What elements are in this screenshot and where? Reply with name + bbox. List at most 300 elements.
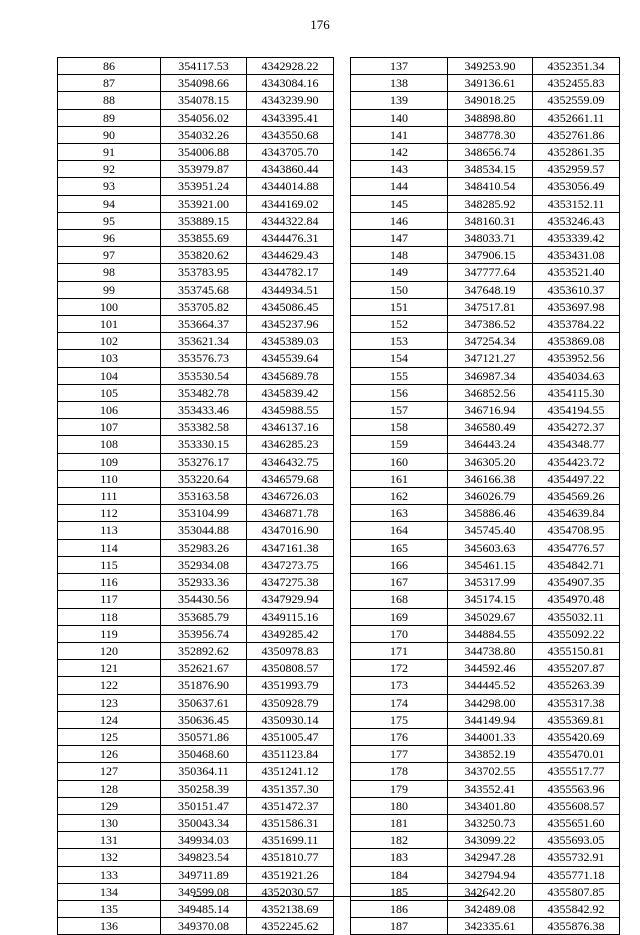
- table-row: [351, 591, 620, 608]
- point-number-cell: 170: [351, 625, 448, 642]
- table-row: [351, 333, 620, 350]
- table-row: [351, 556, 620, 573]
- point-number-cell: 175: [351, 711, 448, 728]
- point-number-cell: 123: [58, 694, 161, 711]
- table-row: [58, 264, 334, 281]
- point-number-cell: 104: [58, 367, 161, 384]
- x-coordinate-cell: 345745.40: [448, 522, 533, 539]
- x-coordinate-cell: 342947.28: [448, 849, 533, 866]
- x-coordinate-cell: 347648.19: [448, 281, 533, 298]
- x-coordinate-cell: 345174.15: [448, 591, 533, 608]
- table-row: [58, 711, 334, 728]
- footer-rule: [193, 896, 485, 897]
- table-row: [58, 402, 334, 419]
- x-coordinate-cell: 343852.19: [448, 746, 533, 763]
- x-coordinate-cell: 353664.37: [161, 316, 247, 333]
- point-number-cell: 103: [58, 350, 161, 367]
- y-coordinate-cell: 4346579.68: [247, 470, 334, 487]
- point-number-cell: 173: [351, 677, 448, 694]
- point-number-cell: 114: [58, 539, 161, 556]
- point-number-cell: 98: [58, 264, 161, 281]
- point-number-cell: 110: [58, 470, 161, 487]
- table-row: [58, 316, 334, 333]
- point-number-cell: 106: [58, 402, 161, 419]
- x-coordinate-cell: 345029.67: [448, 608, 533, 625]
- point-number-cell: 156: [351, 384, 448, 401]
- table-row: [58, 453, 334, 470]
- table-row: [58, 109, 334, 126]
- table-row: [58, 212, 334, 229]
- point-number-cell: 163: [351, 505, 448, 522]
- y-coordinate-cell: 4347161.38: [247, 539, 334, 556]
- table-row: [351, 178, 620, 195]
- x-coordinate-cell: 350636.45: [161, 711, 247, 728]
- y-coordinate-cell: 4354497.22: [533, 470, 620, 487]
- y-coordinate-cell: 4355207.87: [533, 660, 620, 677]
- y-coordinate-cell: 4355732.91: [533, 849, 620, 866]
- y-coordinate-cell: 4346726.03: [247, 488, 334, 505]
- x-coordinate-cell: 347906.15: [448, 247, 533, 264]
- y-coordinate-cell: 4353056.49: [533, 178, 620, 195]
- point-number-cell: 169: [351, 608, 448, 625]
- x-coordinate-cell: 350258.39: [161, 780, 247, 797]
- point-number-cell: 159: [351, 436, 448, 453]
- table-row: [58, 849, 334, 866]
- x-coordinate-cell: 343552.41: [448, 780, 533, 797]
- table-row: [351, 144, 620, 161]
- x-coordinate-cell: 353951.24: [161, 178, 247, 195]
- y-coordinate-cell: 4355263.39: [533, 677, 620, 694]
- x-coordinate-cell: 353956.74: [161, 625, 247, 642]
- y-coordinate-cell: 4346432.75: [247, 453, 334, 470]
- x-coordinate-cell: 354078.15: [161, 92, 247, 109]
- point-number-cell: 115: [58, 556, 161, 573]
- table-row: [58, 419, 334, 436]
- table-row: [58, 470, 334, 487]
- point-number-cell: 153: [351, 333, 448, 350]
- y-coordinate-cell: 4355807.85: [533, 883, 620, 900]
- x-coordinate-cell: 343401.80: [448, 797, 533, 814]
- point-number-cell: 162: [351, 488, 448, 505]
- table-row: [351, 574, 620, 591]
- y-coordinate-cell: 4351810.77: [247, 849, 334, 866]
- x-coordinate-cell: 352621.67: [161, 660, 247, 677]
- point-number-cell: 150: [351, 281, 448, 298]
- x-coordinate-cell: 348410.54: [448, 178, 533, 195]
- point-number-cell: 132: [58, 849, 161, 866]
- y-coordinate-cell: 4344476.31: [247, 230, 334, 247]
- point-number-cell: 184: [351, 866, 448, 883]
- y-coordinate-cell: 4343084.16: [247, 75, 334, 92]
- y-coordinate-cell: 4355470.01: [533, 746, 620, 763]
- point-number-cell: 140: [351, 109, 448, 126]
- table-row: [58, 556, 334, 573]
- x-coordinate-cell: 348778.30: [448, 126, 533, 143]
- table-row: [58, 574, 334, 591]
- point-number-cell: 139: [351, 92, 448, 109]
- table-row: [351, 866, 620, 883]
- x-coordinate-cell: 353783.95: [161, 264, 247, 281]
- point-number-cell: 179: [351, 780, 448, 797]
- point-number-cell: 143: [351, 161, 448, 178]
- table-row: [58, 677, 334, 694]
- x-coordinate-cell: 353104.99: [161, 505, 247, 522]
- x-coordinate-cell: 346026.79: [448, 488, 533, 505]
- x-coordinate-cell: 348160.31: [448, 212, 533, 229]
- y-coordinate-cell: 4345237.96: [247, 316, 334, 333]
- table-row: [351, 642, 620, 659]
- table-row: [58, 92, 334, 109]
- point-number-cell: 99: [58, 281, 161, 298]
- y-coordinate-cell: 4344169.02: [247, 195, 334, 212]
- point-number-cell: 136: [58, 918, 161, 935]
- x-coordinate-cell: 353921.00: [161, 195, 247, 212]
- x-coordinate-cell: 353276.17: [161, 453, 247, 470]
- x-coordinate-cell: 344592.46: [448, 660, 533, 677]
- y-coordinate-cell: 4354034.63: [533, 367, 620, 384]
- table-row: [58, 539, 334, 556]
- y-coordinate-cell: 4355771.18: [533, 866, 620, 883]
- point-number-cell: 124: [58, 711, 161, 728]
- y-coordinate-cell: 4354907.35: [533, 574, 620, 591]
- y-coordinate-cell: 4343550.68: [247, 126, 334, 143]
- table-row: [58, 832, 334, 849]
- point-number-cell: 92: [58, 161, 161, 178]
- table-row: [58, 814, 334, 831]
- point-number-cell: 149: [351, 264, 448, 281]
- point-number-cell: 133: [58, 866, 161, 883]
- table-row: [351, 918, 620, 935]
- y-coordinate-cell: 4351921.26: [247, 866, 334, 883]
- y-coordinate-cell: 4347016.90: [247, 522, 334, 539]
- x-coordinate-cell: 347386.52: [448, 316, 533, 333]
- y-coordinate-cell: 4353339.42: [533, 230, 620, 247]
- table-row: [58, 866, 334, 883]
- x-coordinate-cell: 346852.56: [448, 384, 533, 401]
- table-row: [351, 367, 620, 384]
- table-row: [351, 711, 620, 728]
- y-coordinate-cell: 4343860.44: [247, 161, 334, 178]
- point-number-cell: 186: [351, 900, 448, 917]
- table-row: [351, 109, 620, 126]
- x-coordinate-cell: 353621.34: [161, 333, 247, 350]
- table-row: [58, 350, 334, 367]
- x-coordinate-cell: 352933.36: [161, 574, 247, 591]
- y-coordinate-cell: 4352861.35: [533, 144, 620, 161]
- x-coordinate-cell: 348534.15: [448, 161, 533, 178]
- point-number-cell: 158: [351, 419, 448, 436]
- x-coordinate-cell: 354117.53: [161, 58, 247, 75]
- point-number-cell: 167: [351, 574, 448, 591]
- x-coordinate-cell: 343099.22: [448, 832, 533, 849]
- table-row: [351, 75, 620, 92]
- table-row: [351, 419, 620, 436]
- y-coordinate-cell: 4355651.60: [533, 814, 620, 831]
- table-row: [58, 384, 334, 401]
- x-coordinate-cell: 349599.08: [161, 883, 247, 900]
- point-number-cell: 161: [351, 470, 448, 487]
- table-row: [58, 144, 334, 161]
- y-coordinate-cell: 4353952.56: [533, 350, 620, 367]
- y-coordinate-cell: 4346137.16: [247, 419, 334, 436]
- table-row: [351, 746, 620, 763]
- table-row: [58, 918, 334, 935]
- point-number-cell: 93: [58, 178, 161, 195]
- point-number-cell: 111: [58, 488, 161, 505]
- point-number-cell: 155: [351, 367, 448, 384]
- y-coordinate-cell: 4354348.77: [533, 436, 620, 453]
- y-coordinate-cell: 4353610.37: [533, 281, 620, 298]
- y-coordinate-cell: 4353697.98: [533, 298, 620, 315]
- x-coordinate-cell: 344884.55: [448, 625, 533, 642]
- x-coordinate-cell: 353482.78: [161, 384, 247, 401]
- y-coordinate-cell: 4354194.55: [533, 402, 620, 419]
- y-coordinate-cell: 4347275.38: [247, 574, 334, 591]
- x-coordinate-cell: 353163.58: [161, 488, 247, 505]
- y-coordinate-cell: 4354708.95: [533, 522, 620, 539]
- y-coordinate-cell: 4354639.84: [533, 505, 620, 522]
- point-number-cell: 137: [351, 58, 448, 75]
- point-number-cell: 128: [58, 780, 161, 797]
- x-coordinate-cell: 349253.90: [448, 58, 533, 75]
- table-row: [351, 384, 620, 401]
- table-row: [58, 436, 334, 453]
- point-number-cell: 107: [58, 419, 161, 436]
- table-row: [58, 883, 334, 900]
- table-row: [351, 797, 620, 814]
- y-coordinate-cell: 4355608.57: [533, 797, 620, 814]
- x-coordinate-cell: 342642.20: [448, 883, 533, 900]
- point-number-cell: 125: [58, 728, 161, 745]
- x-coordinate-cell: 346166.38: [448, 470, 533, 487]
- y-coordinate-cell: 4350808.57: [247, 660, 334, 677]
- y-coordinate-cell: 4354115.30: [533, 384, 620, 401]
- y-coordinate-cell: 4351005.47: [247, 728, 334, 745]
- y-coordinate-cell: 4351586.31: [247, 814, 334, 831]
- y-coordinate-cell: 4354272.37: [533, 419, 620, 436]
- x-coordinate-cell: 354032.26: [161, 126, 247, 143]
- coordinates-table-right: [350, 57, 620, 935]
- x-coordinate-cell: 347121.27: [448, 350, 533, 367]
- x-coordinate-cell: 342489.08: [448, 900, 533, 917]
- table-row: [351, 230, 620, 247]
- table-row: [351, 677, 620, 694]
- x-coordinate-cell: 354006.88: [161, 144, 247, 161]
- table-row: [58, 625, 334, 642]
- point-number-cell: 138: [351, 75, 448, 92]
- y-coordinate-cell: 4354776.57: [533, 539, 620, 556]
- y-coordinate-cell: 4353246.43: [533, 212, 620, 229]
- point-number-cell: 142: [351, 144, 448, 161]
- x-coordinate-cell: 353044.88: [161, 522, 247, 539]
- x-coordinate-cell: 349934.03: [161, 832, 247, 849]
- point-number-cell: 181: [351, 814, 448, 831]
- y-coordinate-cell: 4345086.45: [247, 298, 334, 315]
- point-number-cell: 130: [58, 814, 161, 831]
- point-number-cell: 109: [58, 453, 161, 470]
- table-row: [58, 780, 334, 797]
- table-row: [351, 126, 620, 143]
- y-coordinate-cell: 4355563.96: [533, 780, 620, 797]
- table-row: [58, 746, 334, 763]
- x-coordinate-cell: 349485.14: [161, 900, 247, 917]
- table-row: [351, 436, 620, 453]
- table-row: [58, 660, 334, 677]
- x-coordinate-cell: 350151.47: [161, 797, 247, 814]
- point-number-cell: 120: [58, 642, 161, 659]
- y-coordinate-cell: 4355150.81: [533, 642, 620, 659]
- point-number-cell: 94: [58, 195, 161, 212]
- y-coordinate-cell: 4344629.43: [247, 247, 334, 264]
- point-number-cell: 86: [58, 58, 161, 75]
- point-number-cell: 95: [58, 212, 161, 229]
- table-row: [58, 281, 334, 298]
- point-number-cell: 152: [351, 316, 448, 333]
- point-number-cell: 172: [351, 660, 448, 677]
- x-coordinate-cell: 346987.34: [448, 367, 533, 384]
- y-coordinate-cell: 4352455.83: [533, 75, 620, 92]
- y-coordinate-cell: 4354569.26: [533, 488, 620, 505]
- x-coordinate-cell: 353220.64: [161, 470, 247, 487]
- table-row: [351, 625, 620, 642]
- table-row: [351, 505, 620, 522]
- y-coordinate-cell: 4352761.86: [533, 126, 620, 143]
- y-coordinate-cell: 4352661.11: [533, 109, 620, 126]
- point-number-cell: 116: [58, 574, 161, 591]
- y-coordinate-cell: 4349285.42: [247, 625, 334, 642]
- x-coordinate-cell: 353433.46: [161, 402, 247, 419]
- x-coordinate-cell: 349018.25: [448, 92, 533, 109]
- point-number-cell: 187: [351, 918, 448, 935]
- x-coordinate-cell: 348033.71: [448, 230, 533, 247]
- point-number-cell: 118: [58, 608, 161, 625]
- point-number-cell: 122: [58, 677, 161, 694]
- x-coordinate-cell: 345603.63: [448, 539, 533, 556]
- x-coordinate-cell: 347254.34: [448, 333, 533, 350]
- table-row: [351, 453, 620, 470]
- x-coordinate-cell: 344001.33: [448, 728, 533, 745]
- x-coordinate-cell: 348285.92: [448, 195, 533, 212]
- table-row: [58, 728, 334, 745]
- table-row: [351, 780, 620, 797]
- y-coordinate-cell: 4351357.30: [247, 780, 334, 797]
- y-coordinate-cell: 4355420.69: [533, 728, 620, 745]
- x-coordinate-cell: 354098.66: [161, 75, 247, 92]
- y-coordinate-cell: 4344014.88: [247, 178, 334, 195]
- x-coordinate-cell: 343702.55: [448, 763, 533, 780]
- y-coordinate-cell: 4351699.11: [247, 832, 334, 849]
- table-row: [351, 488, 620, 505]
- x-coordinate-cell: 346305.20: [448, 453, 533, 470]
- x-coordinate-cell: 353685.79: [161, 608, 247, 625]
- x-coordinate-cell: 353530.54: [161, 367, 247, 384]
- y-coordinate-cell: 4354842.71: [533, 556, 620, 573]
- point-number-cell: 96: [58, 230, 161, 247]
- table-row: [351, 316, 620, 333]
- x-coordinate-cell: 352983.26: [161, 539, 247, 556]
- x-coordinate-cell: 353705.82: [161, 298, 247, 315]
- y-coordinate-cell: 4355693.05: [533, 832, 620, 849]
- y-coordinate-cell: 4355317.38: [533, 694, 620, 711]
- table-row: [58, 230, 334, 247]
- point-number-cell: 134: [58, 883, 161, 900]
- point-number-cell: 100: [58, 298, 161, 315]
- table-row: [351, 608, 620, 625]
- point-number-cell: 171: [351, 642, 448, 659]
- x-coordinate-cell: 353745.68: [161, 281, 247, 298]
- point-number-cell: 183: [351, 849, 448, 866]
- y-coordinate-cell: 4347273.75: [247, 556, 334, 573]
- point-number-cell: 89: [58, 109, 161, 126]
- table-row: [58, 488, 334, 505]
- y-coordinate-cell: 4354970.48: [533, 591, 620, 608]
- x-coordinate-cell: 354056.02: [161, 109, 247, 126]
- x-coordinate-cell: 351876.90: [161, 677, 247, 694]
- x-coordinate-cell: 346443.24: [448, 436, 533, 453]
- y-coordinate-cell: 4353431.08: [533, 247, 620, 264]
- table-row: [351, 298, 620, 315]
- point-number-cell: 178: [351, 763, 448, 780]
- y-coordinate-cell: 4343395.41: [247, 109, 334, 126]
- point-number-cell: 113: [58, 522, 161, 539]
- point-number-cell: 112: [58, 505, 161, 522]
- y-coordinate-cell: 4347929.94: [247, 591, 334, 608]
- table-row: [58, 608, 334, 625]
- y-coordinate-cell: 4355092.22: [533, 625, 620, 642]
- point-number-cell: 141: [351, 126, 448, 143]
- table-row: [351, 402, 620, 419]
- y-coordinate-cell: 4353784.22: [533, 316, 620, 333]
- point-number-cell: 177: [351, 746, 448, 763]
- y-coordinate-cell: 4353521.40: [533, 264, 620, 281]
- table-row: [351, 522, 620, 539]
- y-coordinate-cell: 4355517.77: [533, 763, 620, 780]
- table-row: [58, 75, 334, 92]
- table-row: [58, 642, 334, 659]
- point-number-cell: 151: [351, 298, 448, 315]
- table-row: [351, 161, 620, 178]
- table-row: [351, 539, 620, 556]
- x-coordinate-cell: 345461.15: [448, 556, 533, 573]
- x-coordinate-cell: 344149.94: [448, 711, 533, 728]
- x-coordinate-cell: 353820.62: [161, 247, 247, 264]
- x-coordinate-cell: 349370.08: [161, 918, 247, 935]
- x-coordinate-cell: 353382.58: [161, 419, 247, 436]
- point-number-cell: 154: [351, 350, 448, 367]
- point-number-cell: 102: [58, 333, 161, 350]
- y-coordinate-cell: 4345689.78: [247, 367, 334, 384]
- x-coordinate-cell: 350571.86: [161, 728, 247, 745]
- table-row: [351, 728, 620, 745]
- point-number-cell: 160: [351, 453, 448, 470]
- x-coordinate-cell: 344445.52: [448, 677, 533, 694]
- point-number-cell: 168: [351, 591, 448, 608]
- point-number-cell: 144: [351, 178, 448, 195]
- table-row: [58, 694, 334, 711]
- y-coordinate-cell: 4353869.08: [533, 333, 620, 350]
- point-number-cell: 108: [58, 436, 161, 453]
- table-row: [351, 900, 620, 917]
- x-coordinate-cell: 352892.62: [161, 642, 247, 659]
- table-row: [58, 298, 334, 315]
- point-number-cell: 182: [351, 832, 448, 849]
- table-row: [351, 832, 620, 849]
- y-coordinate-cell: 4346285.23: [247, 436, 334, 453]
- x-coordinate-cell: 353979.87: [161, 161, 247, 178]
- table-row: [351, 247, 620, 264]
- point-number-cell: 101: [58, 316, 161, 333]
- x-coordinate-cell: 342794.94: [448, 866, 533, 883]
